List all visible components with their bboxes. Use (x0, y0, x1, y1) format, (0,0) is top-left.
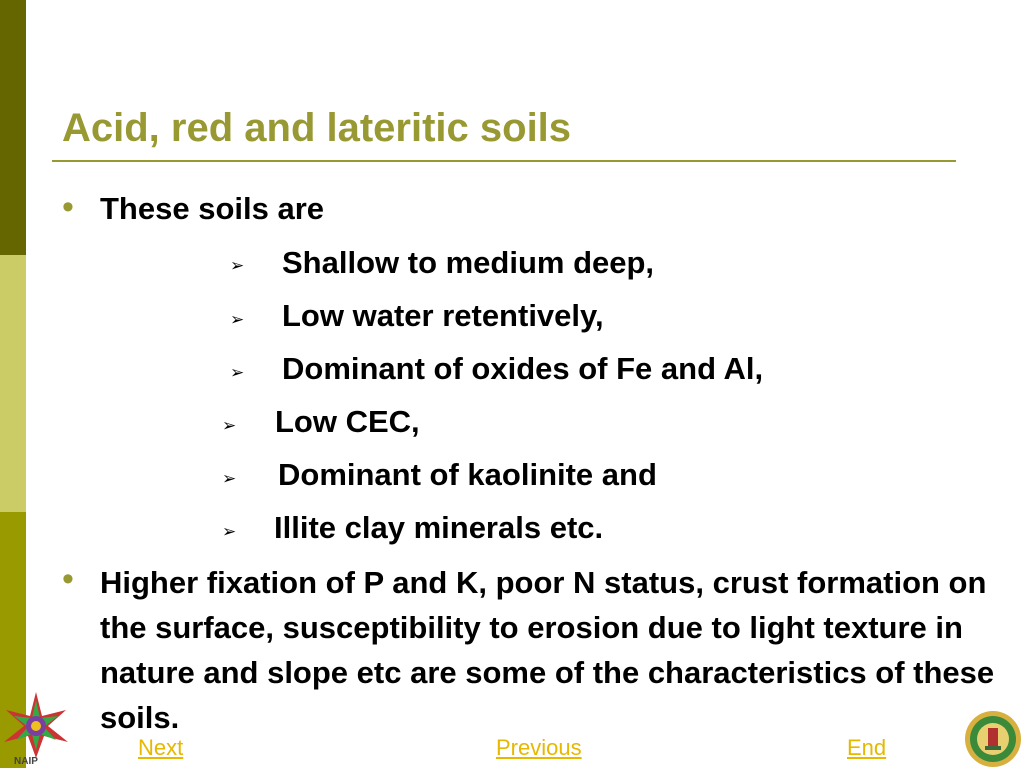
sidebar-band-dark (0, 0, 26, 255)
end-link[interactable]: End (847, 735, 887, 760)
logo-left-label: NAIP (14, 756, 38, 767)
next-link[interactable]: Next (138, 735, 184, 760)
previous-link[interactable]: Previous (496, 735, 582, 760)
bullet-text-1: These soils are (100, 191, 325, 226)
sub-item-2: Low water retentively, (282, 298, 604, 333)
bullet-text-2: Higher fixation of P and K, poor N status, crust formation on the surface, susceptibility to erosion due to light texture in nature and slope etc are some of the characteristics of these soils. (100, 565, 995, 735)
sidebar-band-light (0, 255, 26, 512)
sub-item-6: Illite clay minerals etc. (274, 510, 604, 545)
arrow-bullet-icon: ➢ (230, 256, 245, 275)
bullet-dot-icon: • (62, 560, 74, 598)
sidebar-decoration (0, 0, 26, 768)
slide-title: Acid, red and lateritic soils (62, 106, 572, 150)
sub-item-4: Low CEC, (275, 404, 420, 439)
arrow-bullet-icon: ➢ (230, 310, 245, 329)
sub-item-3: Dominant of oxides of Fe and Al, (282, 351, 764, 386)
arrow-bullet-icon: ➢ (222, 416, 237, 435)
arrow-bullet-icon: ➢ (230, 363, 245, 382)
arrow-bullet-icon: ➢ (222, 522, 237, 541)
sub-item-5: Dominant of kaolinite and (278, 457, 657, 492)
university-emblem (962, 706, 1024, 768)
sub-item-1: Shallow to medium deep, (282, 245, 655, 280)
bullet-dot-icon: • (62, 188, 74, 226)
title-underline (52, 160, 956, 162)
arrow-bullet-icon: ➢ (222, 469, 237, 488)
